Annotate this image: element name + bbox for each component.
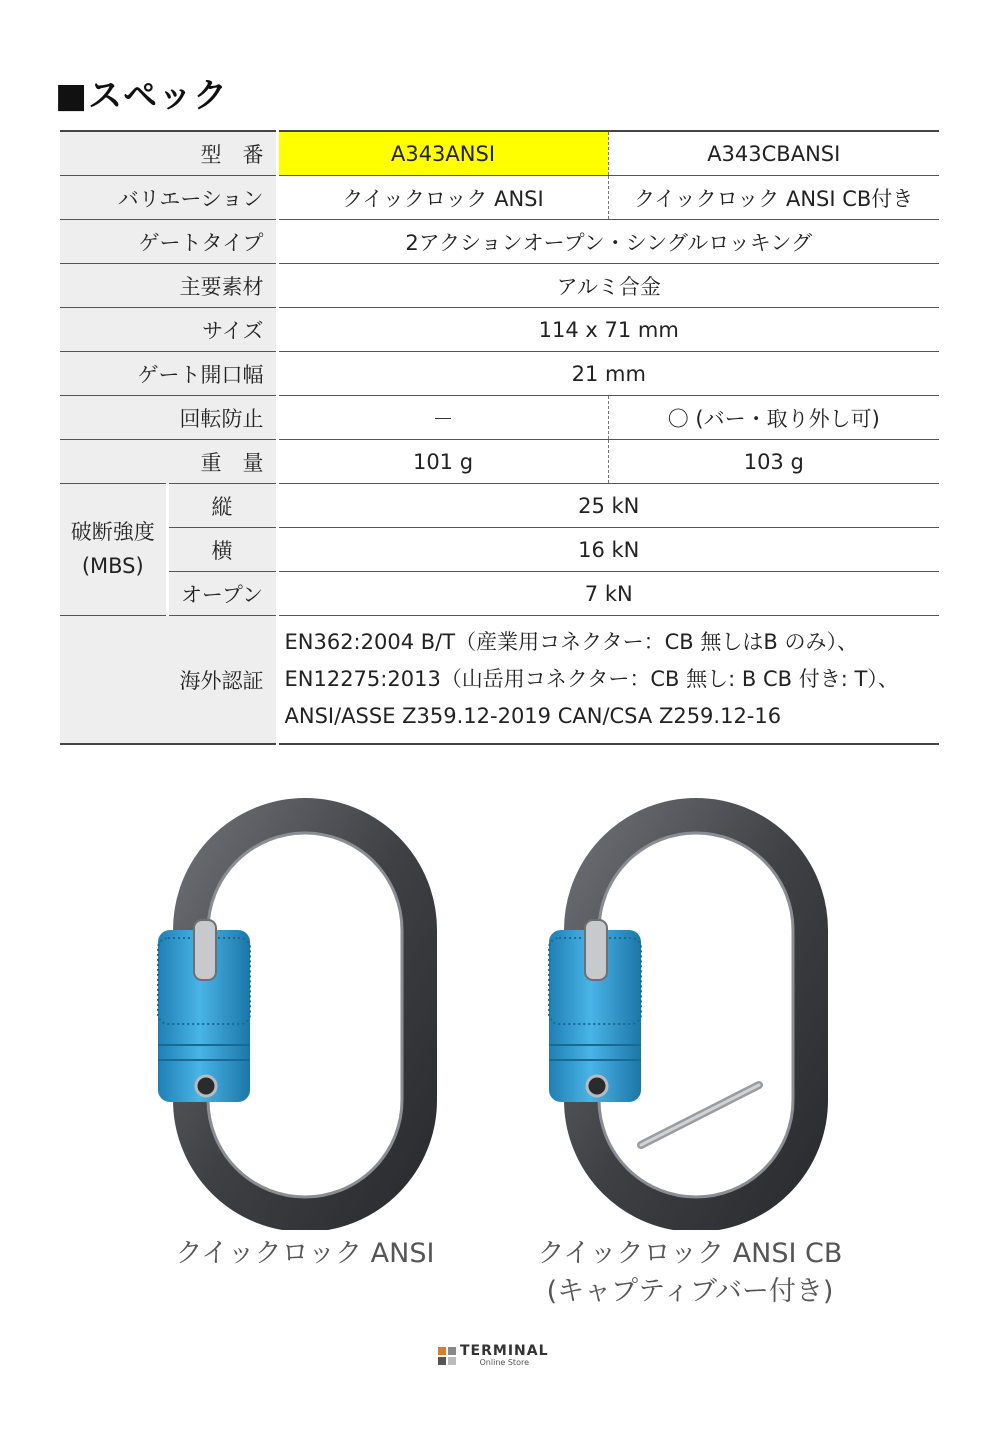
spec-row-gate-type: [60, 220, 939, 264]
logo-sub: Online Store: [479, 1358, 529, 1367]
variation-b: クイックロック ANSI CB付き: [608, 176, 939, 220]
carabiner-quicklock-image: [150, 790, 450, 1230]
caption-quicklock-cb: [520, 1235, 860, 1311]
cert-line-3: ANSI/ASSE Z359.12-2019 CAN/CSA Z259.12-16: [284, 704, 782, 728]
caption-quicklock: クイックロック ANSI: [175, 1238, 435, 1269]
label-material: 主要素材: [60, 264, 277, 308]
spec-row-material: [60, 264, 939, 308]
model-a: A343ANSI: [277, 131, 608, 176]
anti-rotation-b: 〇 (バー・取り外し可): [608, 396, 939, 440]
spec-row-strength-open: [60, 572, 939, 616]
weight-a: 101 g: [277, 440, 608, 484]
label-anti-rotation: 回転防止: [60, 396, 277, 440]
spec-row-size: [60, 308, 939, 352]
spec-row-certification: [60, 616, 939, 745]
model-b: A343CBANSI: [608, 131, 939, 176]
label-gate-type: ゲートタイプ: [60, 220, 277, 264]
label-size: サイズ: [60, 308, 277, 352]
label-weight: 重 量: [60, 440, 277, 484]
spec-row-model: [60, 131, 939, 176]
spec-row-strength-minor: [60, 528, 939, 572]
certification-value: [277, 616, 939, 745]
anti-rotation-a: －: [277, 396, 608, 440]
label-strength: [60, 484, 167, 616]
spec-table: [60, 130, 939, 745]
cert-line-1: EN362:2004 B/T（産業用コネクター：CB 無しはB のみ）、: [284, 630, 858, 654]
strength-label-line1: 破断強度: [70, 519, 155, 544]
label-major-axis: 縦: [167, 484, 277, 528]
weight-b: 103 g: [608, 440, 939, 484]
page-title: ■スペック: [55, 76, 229, 116]
spec-row-strength-major: [60, 484, 939, 528]
minor-axis-value: 16 kN: [277, 528, 939, 572]
label-gate-opening: ゲート開口幅: [60, 352, 277, 396]
label-variation: バリエーション: [60, 176, 277, 220]
gate-open-value: 7 kN: [277, 572, 939, 616]
gate-opening-value: 21 mm: [277, 352, 939, 396]
logo-mark-icon: [438, 1347, 456, 1365]
material-value: アルミ合金: [277, 264, 939, 308]
label-gate-open: オープン: [167, 572, 277, 616]
major-axis-value: 25 kN: [277, 484, 939, 528]
size-value: 114 x 71 mm: [277, 308, 939, 352]
spec-row-variation: [60, 176, 939, 220]
caption-cb-line1: クイックロック ANSI CB: [537, 1238, 843, 1269]
logo-name: TERMINAL: [460, 1343, 549, 1359]
caption-cb-line2: (キャプティブバー付き): [546, 1276, 834, 1307]
spec-row-anti-rotation: [60, 396, 939, 440]
spec-row-gate-opening: [60, 352, 939, 396]
carabiner-quicklock-cb-image: [541, 790, 841, 1230]
terminal-logo: [438, 1344, 549, 1367]
label-model: 型 番: [60, 131, 277, 176]
label-minor-axis: 横: [167, 528, 277, 572]
variation-a: クイックロック ANSI: [277, 176, 608, 220]
strength-label-line2: (MBS): [81, 553, 144, 578]
gate-type-value: 2アクションオープン・シングルロッキング: [277, 220, 939, 264]
spec-row-weight: [60, 440, 939, 484]
label-certification: 海外認証: [60, 616, 277, 745]
cert-line-2: EN12275:2013（山岳用コネクター：CB 無し: B CB 付き: T）、: [284, 667, 899, 691]
